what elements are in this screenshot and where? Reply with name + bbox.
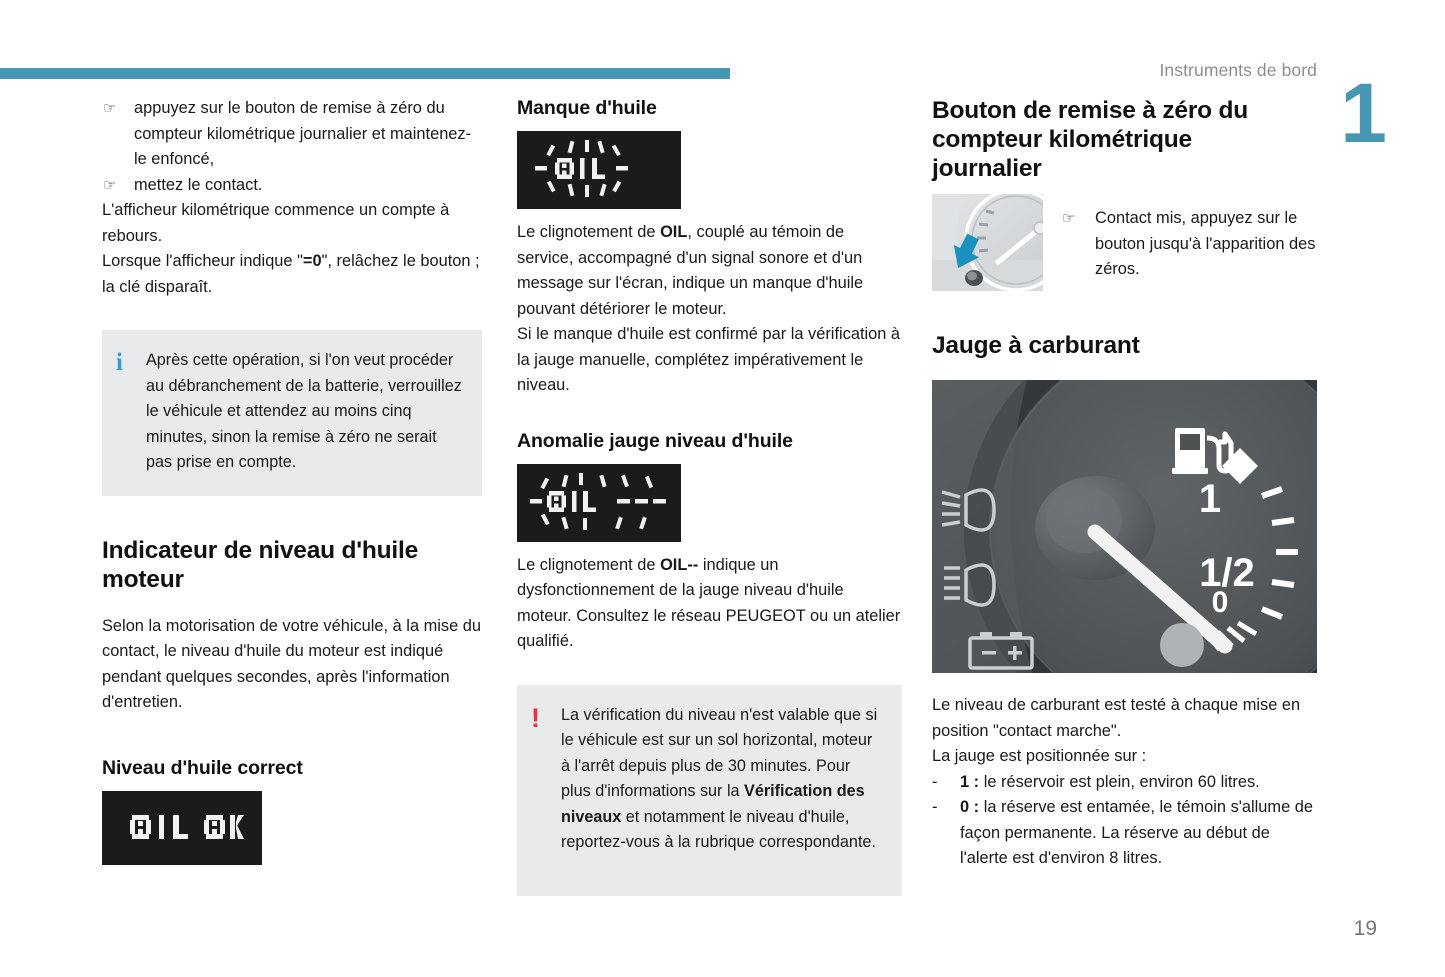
- subsection-heading-anomalie-jauge: Anomalie jauge niveau d'huile: [517, 429, 793, 452]
- warning-icon: !: [531, 702, 540, 733]
- paragraph: La jauge est positionnée sur :: [932, 747, 1147, 765]
- warning-emphasis: Vérification des niveaux: [561, 782, 865, 826]
- paragraph-part-b: indique un dysfonctionnement de la jauge niveau d'huile moteur. Consultez le réseau PEUGEOT ou un atelier qualifié.: [517, 555, 901, 650]
- list-item: [102, 173, 482, 199]
- lcd-display-oil-ok: [102, 791, 262, 865]
- info-callout-text: Après cette opération, si l'on veut procéder au débranchement de la batterie, verrouillez le véhicule et attendez au moins cinq minutes, sinon la remise à zéro ne serait pas prise en compte.: [146, 351, 462, 471]
- emphasis-term: OIL--: [660, 555, 699, 574]
- gauge-label-half: 1/2: [1199, 551, 1255, 595]
- lcd-display-oil-blinking: [517, 131, 681, 209]
- section-heading-oil-indicator: Indicateur de niveau d'huile moteur: [102, 536, 419, 593]
- paragraph-with-emphasis: [517, 553, 902, 655]
- subsection-heading-correct-level: Niveau d'huile correct: [102, 756, 303, 779]
- gauge-label-1: 1: [1198, 477, 1222, 521]
- section-heading-fuel-gauge: Jauge à carburant: [932, 332, 1140, 359]
- paragraph-part-a: Lorsque l'afficheur indique ": [102, 252, 303, 270]
- paragraph-part-a: Le clignotement de: [517, 555, 661, 574]
- hand-pointer-icon: ☞: [1062, 210, 1076, 227]
- reset-button-figure-row: [932, 194, 1317, 291]
- bullet-text: mettez le contact.: [134, 175, 263, 194]
- list-item-value: la réserve est entamée, le témoin s'allume de façon permanente. La réserve au début de l'alerte est d'environ 8 litres.: [960, 798, 1313, 867]
- warning-callout-text: [561, 703, 882, 856]
- fuel-gauge-photo: [932, 380, 1317, 673]
- list-item-text: [960, 795, 1317, 872]
- column-middle: [517, 96, 902, 896]
- column-right: [932, 96, 1317, 872]
- lcd-display-oil-fault-blinking: [517, 464, 681, 542]
- hand-pointer-icon: ☞: [103, 176, 117, 194]
- list-item: [932, 770, 1317, 796]
- paragraph: Selon la motorisation de votre véhicule, à la mise du contact, le niveau d'huile du moteur est indiqué pendant quelques secondes, après l'information d'entretien.: [102, 616, 482, 711]
- page-header-title: Instruments de bord: [1159, 60, 1317, 80]
- gauge-label-0: 0: [1211, 586, 1229, 619]
- section-heading-reset-button: Bouton de remise à zéro du compteur kilométrique journalier: [932, 97, 1249, 182]
- paragraph-part-a: Le clignotement de: [517, 223, 661, 241]
- paragraph: L'afficheur kilométrique commence un compte à rebours.: [102, 201, 450, 245]
- reset-caption-text: Contact mis, appuyez sur le bouton jusqu'à l'apparition des zéros.: [1095, 209, 1316, 278]
- paragraph-with-emphasis: [102, 249, 482, 300]
- odometer-reset-svg: [932, 194, 1043, 291]
- column-left: [102, 96, 482, 865]
- emphasis-term: OIL: [660, 223, 688, 241]
- fuel-gauge-svg: [932, 380, 1317, 673]
- subsection-heading-manque-huile: Manque d'huile: [517, 97, 657, 119]
- warning-part-b: et notamment le niveau d'huile, reportez-vous à la rubrique correspondante.: [561, 807, 876, 851]
- paragraph-part-b: ", relâchez le bouton ; la clé disparaît.: [102, 252, 480, 296]
- paragraph: Le niveau de carburant est testé à chaque mise en position "contact marche".: [932, 696, 1301, 740]
- paragraph-part-b: , couplé au témoin de service, accompagné d'un signal sonore et d'un message sur l'écran, indique un manque d'huile pouvant détériorer le moteur.: [517, 223, 864, 318]
- page-number: 19: [1353, 917, 1377, 940]
- lcd-oil-ok-svg: [102, 791, 262, 865]
- list-item: [102, 96, 482, 173]
- emphasis-value: =0: [302, 252, 322, 270]
- dash-marker: -: [932, 798, 938, 816]
- reset-button-caption: [1061, 194, 1317, 283]
- list-item-text: [960, 770, 1317, 796]
- paragraph-with-emphasis: [517, 220, 902, 322]
- paragraph: Si le manque d'huile est confirmé par la vérification à la jauge manuelle, complétez impérativement le niveau.: [517, 325, 901, 394]
- lcd-oil-fault-svg: [517, 464, 681, 542]
- info-icon: i: [116, 349, 123, 376]
- lcd-oil-blink-svg: [517, 131, 681, 209]
- warning-callout-box: [517, 685, 902, 896]
- odometer-reset-photo: [932, 194, 1043, 291]
- list-item-key: 1 :: [960, 772, 980, 791]
- list-item: [932, 795, 1317, 872]
- list-item-value: le réservoir est plein, environ 60 litres.: [979, 772, 1260, 791]
- warning-part-a: La vérification du niveau n'est valable que si le véhicule est sur un sol horizontal, moteur à l'arrêt depuis plus de 30 minutes. Pour plus d'informations sur la: [561, 705, 878, 800]
- hand-pointer-icon: ☞: [103, 100, 117, 117]
- list-item-key: 0 :: [960, 798, 980, 816]
- dash-marker: -: [932, 772, 938, 791]
- header-accent-rule: [0, 68, 730, 79]
- info-callout-box: [102, 330, 482, 496]
- bullet-text: appuyez sur le bouton de remise à zéro du compteur kilométrique journalier et maintenez-le enfoncé,: [134, 99, 472, 168]
- chapter-number-marker: 1: [1340, 66, 1387, 160]
